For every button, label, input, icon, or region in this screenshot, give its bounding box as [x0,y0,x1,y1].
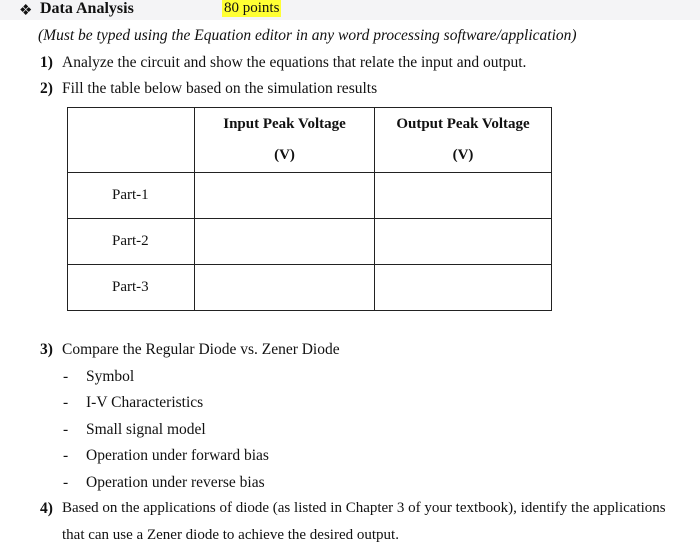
header-input-line1: Input Peak Voltage [223,116,346,132]
item-2-text: Fill the table below based on the simulation results [62,80,378,97]
header-output-peak-voltage [375,108,552,173]
subitem-small-signal-model: Small signal model [86,421,206,438]
item-4-text-line2: that can use a Zener diode to achieve the desired output. [62,527,399,543]
dash-bullet-icon: - [63,394,69,411]
subitem-reverse-bias: Operation under reverse bias [86,474,265,491]
item-1-text: Analyze the circuit and show the equations that relate the input and output. [62,54,527,71]
dash-bullet-icon: - [63,368,69,385]
table-row [68,173,552,219]
instruction-note: (Must be typed using the Equation editor in any word processing software/application) [38,27,577,44]
diamond-bullet-icon: ❖ [19,3,33,19]
cell-output-part-3[interactable] [375,265,552,311]
item-4-number: 4) [40,500,53,517]
row-label-part-1: Part-1 [68,173,195,219]
header-input-line2: (V) [274,147,295,163]
header-cell-empty [68,108,195,173]
header-output-line1: Output Peak Voltage [396,116,530,132]
points-highlight: 80 points [224,0,280,16]
cell-input-part-1[interactable] [195,173,375,219]
row-label-part-2: Part-2 [68,219,195,265]
table-header-row [68,108,552,173]
item-3-text: Compare the Regular Diode vs. Zener Diode [62,341,340,358]
section-title: Data Analysis [40,0,134,17]
dash-bullet-icon: - [63,474,69,491]
dash-bullet-icon: - [63,421,69,438]
table-row [68,219,552,265]
item-3-number: 3) [40,341,53,358]
cell-output-part-1[interactable] [375,173,552,219]
table-row [68,265,552,311]
header-input-peak-voltage [195,108,375,173]
subitem-iv-characteristics: I-V Characteristics [86,394,204,411]
row-label-part-3: Part-3 [68,265,195,311]
subitem-symbol: Symbol [86,368,135,385]
item-1-number: 1) [40,54,53,71]
dash-bullet-icon: - [63,447,69,464]
header-output-line2: (V) [452,147,474,163]
subitem-forward-bias: Operation under forward bias [86,447,269,464]
results-table [67,107,552,311]
cell-input-part-3[interactable] [195,265,375,311]
cell-input-part-2[interactable] [195,219,375,265]
item-2-number: 2) [40,80,53,97]
cell-output-part-2[interactable] [375,219,552,265]
item-4-text-line1: Based on the applications of diode (as listed in Chapter 3 of your textbook), identify the applications [62,500,666,516]
